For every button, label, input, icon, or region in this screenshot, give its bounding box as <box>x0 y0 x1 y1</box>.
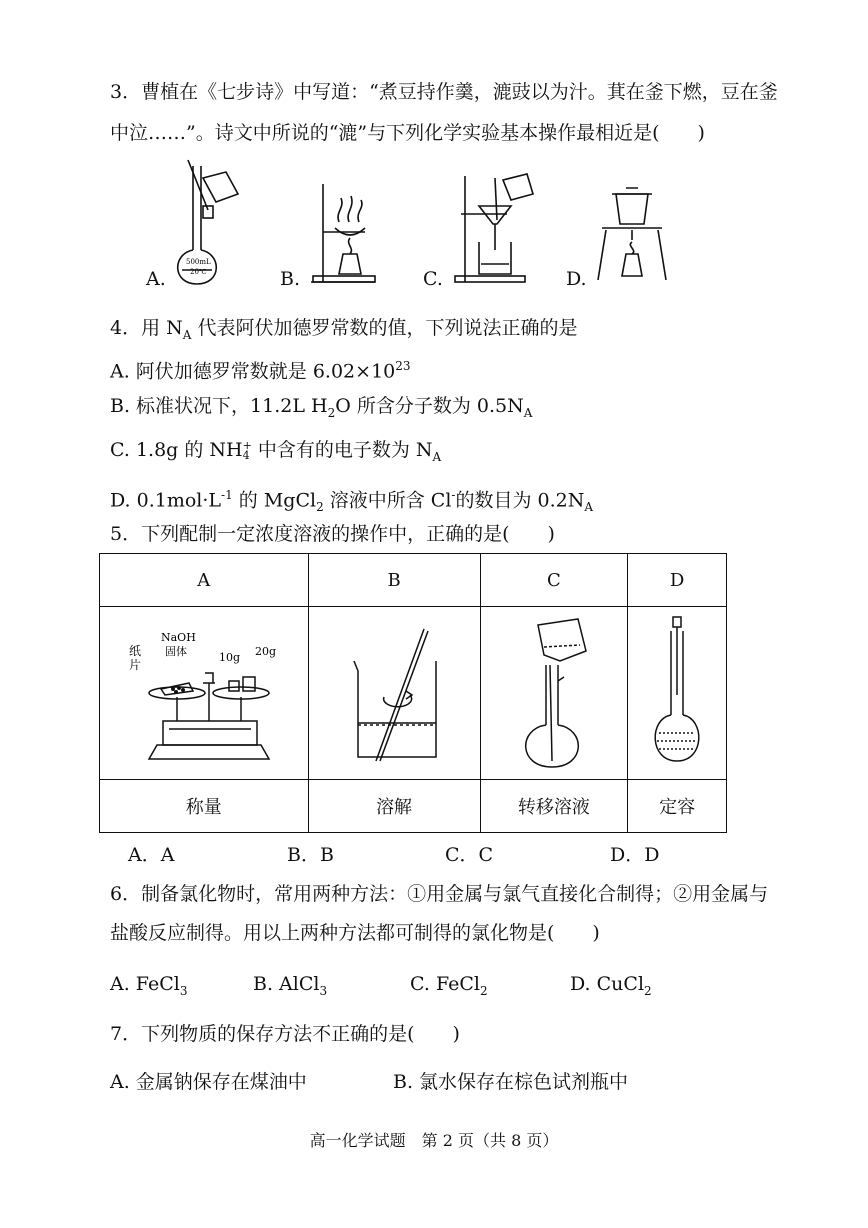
q3-option-a: A. <box>146 268 166 290</box>
q4-option-a: A. 阿伏加德罗常数就是 $6.02\times 10^{23}$ <box>110 359 411 383</box>
constant-volume-illustration <box>637 611 717 771</box>
q5-option-b: B．B <box>287 844 334 866</box>
balance-solid-label: 固体 <box>164 644 187 658</box>
q3-figure-c-filtration <box>445 170 540 288</box>
q3-figure-b-heating <box>305 178 385 288</box>
transfer-solution-illustration <box>494 611 614 771</box>
dissolving-beaker-illustration <box>324 611 464 771</box>
balance-paper-label-1: 纸 <box>128 643 141 658</box>
q6-option-d: D. CuCl$_2$ <box>570 973 652 998</box>
q4-stem: 4．用 $N_A$ 代表阿伏加德罗常数的值，下列说法正确的是 <box>110 317 578 342</box>
flask-temp-label: 20℃ <box>190 268 207 276</box>
q5-header-d: D <box>628 554 727 607</box>
q7-option-b: B. 氯水保存在棕色试剂瓶中 <box>393 1071 629 1093</box>
q5-caption-c: 转移溶液 <box>480 780 628 833</box>
flask-volume-label: 500mL <box>186 258 211 266</box>
page-footer: 高一化学试题 第 2 页（共 8 页） <box>309 1131 559 1150</box>
q7-option-a: A. 金属钠保存在煤油中 <box>110 1071 307 1093</box>
q3-line1: 3．曹植在《七步诗》中写道：“煮豆持作羹，漉豉以为汁。萁在釜下燃，豆在釜 <box>110 81 778 103</box>
q5-stem: 5．下列配制一定浓度溶液的操作中，正确的是( ) <box>110 523 555 545</box>
q5-pic-d <box>628 607 727 780</box>
q6-line1: 6．制备氯化物时，常用两种方法：①用金属与氯气直接化合制得；②用金属与 <box>110 883 769 905</box>
q3-option-d: D. <box>566 268 587 290</box>
q3-figure-d-crucible-tripod <box>592 180 672 290</box>
q3-figure-a-volumetric-flask <box>168 158 248 288</box>
balance-weight-20g: 20g <box>254 644 276 658</box>
q5-header-a: A <box>100 554 309 607</box>
balance-weight-10g: 10g <box>218 650 240 664</box>
q5-pic-a <box>100 607 309 780</box>
q6-option-b: B. AlCl$_3$ <box>253 973 328 998</box>
q7-stem: 7．下列物质的保存方法不正确的是( ) <box>110 1023 460 1045</box>
q4-option-c: C. 1.8g 的 NH + 4 中含有的电子数为 $N_A$ <box>110 439 442 464</box>
q5-caption-b: 溶解 <box>308 780 480 833</box>
balance-paper-label-2: 片 <box>128 657 141 672</box>
q5-option-c: C．C <box>445 844 494 866</box>
q5-table <box>99 553 727 833</box>
q4-option-d: D. $0.1mol\cdot L^{-1}$ 的 MgCl$_2$ 溶液中所含 Cl-的数目为 $0.2N_A$ <box>110 488 594 515</box>
q6-line2: 盐酸反应制得。用以上两种方法都可制得的氯化物是( ) <box>110 922 600 944</box>
q4-option-b: B. 标准状况下，11.2L $H_2O$ 所含分子数为 $0.5N_A$ <box>110 395 533 420</box>
q3-line2: 中泣……”。诗文中所说的“漉”与下列化学实验基本操作最相近是( ) <box>110 122 705 144</box>
balance-illustration <box>119 611 289 771</box>
q5-pic-b <box>308 607 480 780</box>
q5-header-c: C <box>480 554 628 607</box>
q5-pic-c <box>480 607 628 780</box>
q5-option-d: D．D <box>610 844 660 866</box>
q6-option-a: A. FeCl$_3$ <box>110 973 188 998</box>
balance-naoh-label: NaOH <box>160 630 196 644</box>
q5-caption-d: 定容 <box>628 780 727 833</box>
q3-option-c: C. <box>423 268 443 290</box>
q6-option-c: C. FeCl$_2$ <box>410 973 488 998</box>
q5-option-a: A．A <box>128 844 175 866</box>
q5-header-b: B <box>308 554 480 607</box>
q3-option-b: B. <box>280 268 301 290</box>
q5-caption-a: 称量 <box>100 780 309 833</box>
